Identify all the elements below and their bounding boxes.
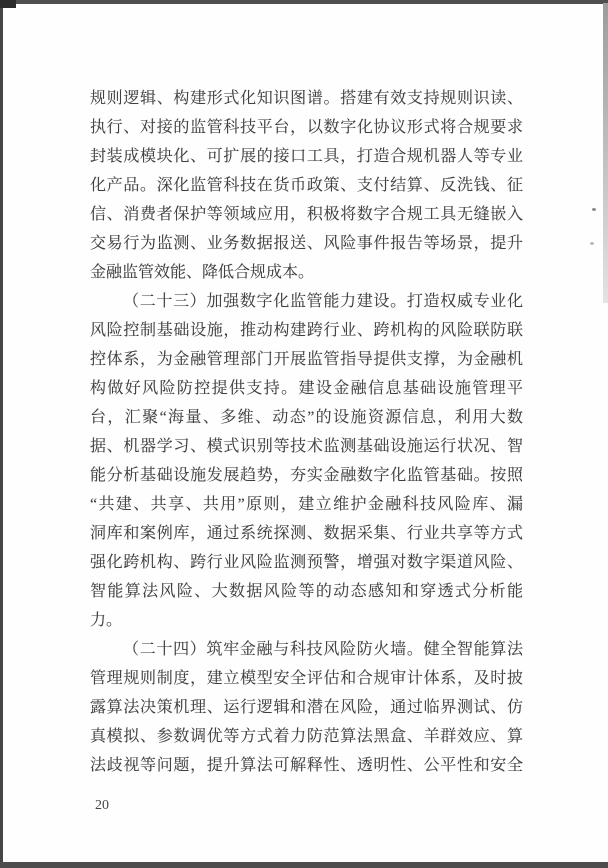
- text-line: 力。: [90, 612, 123, 629]
- page-number: 20: [95, 798, 109, 813]
- scan-speck: [592, 208, 596, 211]
- text-line: （二十三）加强数字化监管能力建设。打造权威专业化: [123, 293, 523, 310]
- text-line: 金融监管效能、降低合规成本。: [90, 264, 315, 281]
- text-line: 信、消费者保护等领域应用，积极将数字合规工具无缝嵌入: [90, 206, 523, 223]
- text-line: 构做好风险防控提供支持。建设金融信息基础设施管理平: [90, 380, 523, 397]
- scan-speck: [590, 242, 594, 245]
- text-line: 露算法决策机理、运行逻辑和潜在风险，通过临界测试、仿: [90, 699, 523, 716]
- text-line: 规则逻辑、构建形式化知识图谱。搭建有效支持规则识读、: [90, 90, 523, 107]
- scan-edge-right: [603, 3, 608, 303]
- text-line: 法歧视等问题，提升算法可解释性、透明性、公平性和安全: [90, 757, 523, 774]
- text-line: 真模拟、参数调优等方式着力防范算法黑盒、羊群效应、算: [90, 728, 523, 745]
- text-line: 台，汇聚“海量、多维、动态”的设施资源信息，利用大数: [90, 409, 523, 426]
- text-line: 洞库和案例库，通过系统探测、数据采集、行业共享等方式: [90, 525, 523, 542]
- text-line: （二十四）筑牢金融与科技风险防火墙。健全智能算法: [123, 641, 523, 658]
- text-line: 智能算法风险、大数据风险等的动态感知和穿透式分析能: [90, 583, 523, 600]
- scan-edge-bottom: [0, 862, 608, 868]
- text-line: 执行、对接的监管科技平台，以数字化协议形式将合规要求: [90, 119, 523, 136]
- text-line: 据、机器学习、模式识别等技术监测基础设施运行状况、智: [90, 438, 523, 455]
- scan-corner-mark: [0, 0, 16, 8]
- scan-edge-left: [0, 0, 3, 868]
- document-body-text: [90, 84, 523, 780]
- text-line: 化产品。深化监管科技在货币政策、支付结算、反洗钱、征: [90, 177, 523, 194]
- text-line: 能分析基础设施发展趋势，夯实金融数字化监管基础。按照: [90, 467, 523, 484]
- text-line: 封装成模块化、可扩展的接口工具，打造合规机器人等专业: [90, 148, 523, 165]
- text-line: 交易行为监测、业务数据报送、风险事件报告等场景，提升: [90, 235, 523, 252]
- text-line: 风险控制基础设施，推动构建跨行业、跨机构的风险联防联: [90, 322, 523, 339]
- text-line: 管理规则制度，建立模型安全评估和合规审计体系，及时披: [90, 670, 523, 687]
- text-line: “共建、共享、共用”原则，建立维护金融科技风险库、漏: [90, 496, 523, 513]
- text-line: 控体系，为金融管理部门开展监管指导提供支撑，为金融机: [90, 351, 523, 368]
- text-line: 强化跨机构、跨行业风险监测预警，增强对数字渠道风险、: [90, 554, 523, 571]
- scan-edge-top: [0, 0, 608, 4]
